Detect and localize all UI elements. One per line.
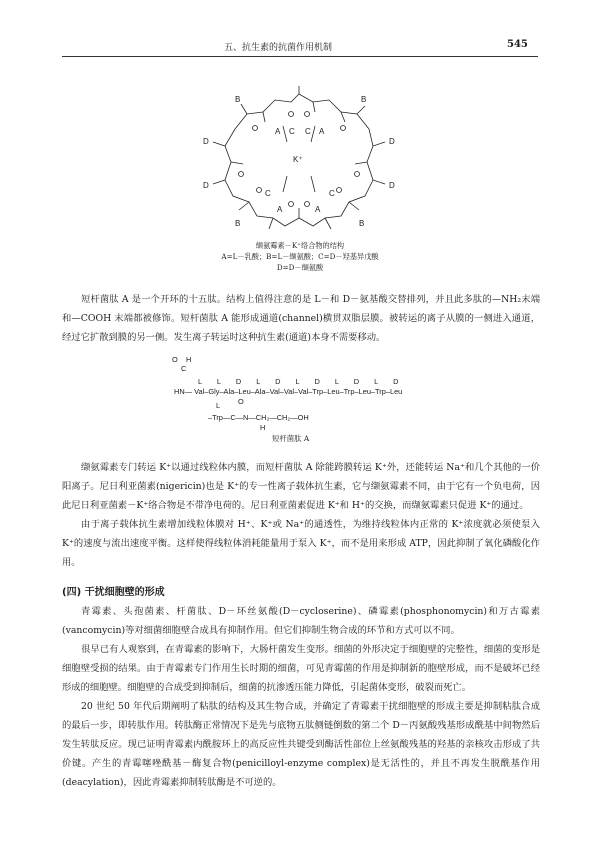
- page-number: 545: [507, 39, 528, 50]
- valinomycin-structure-figure: [195, 84, 405, 234]
- config-label: L: [374, 377, 378, 386]
- paragraph-text: 20 世纪 50 年代后期阐明了粘肽的结构及其生物合成，并确定了青霉素干扰细胞壁的形成主要是抑制粘肽合成的最后一步，即转肽作用。转肽酶正常情况下是先与底物五肽侧链倒数的第二个 D－丙氨酸残基形成酰基中间物然后发生转肽反应。现已证明青霉素内酰胺环上的高反应性共键受到酶活性部位上丝氨酸残基的羟基的亲核攻击形成了共价键。产生的青霉噻唑酰基－酶复合物(penicilloyl-enzyme complex)是无活性的，并且不再发生脱酰基作用(deacylation)，因此青霉素抑制转肽酶是不可逆的。: [62, 701, 540, 788]
- figure1-caption-line: A=L－乳酸；B=L－缬氨酸；C=D－羟基异戊酸: [221, 252, 379, 261]
- config-label: L: [256, 377, 261, 386]
- config-label: D: [393, 377, 399, 386]
- label-B-lower-right: B: [359, 219, 365, 228]
- label-C-top-left: C: [289, 127, 295, 136]
- paragraph-text: 缬氨霉素专门转运 K⁺以通过线粒体内膜，而短杆菌肽 A 除能跨膜转运 K⁺外，还能转运 Na⁺和几个其他的一价阳离子。尼日利亚菌素(nigericin)也是 K⁺的专一性离子载体抗生素，它与缬氨霉素不同，由于它有一个负电荷，因此尼日利亚菌素－K⁺络合物是不带净电荷的。尼日利亚菌素促进 K⁺和 H⁺的交换，而缬氨霉素只促进 K⁺的通过。: [62, 462, 540, 511]
- tail-hydrogen: H: [260, 423, 266, 432]
- peptide-sequence: HN— Val–Gly–Ala–Leu–Ala–Val–Val–Val–Trp–Leu–Trp–Leu–Trp–Leu: [174, 387, 403, 396]
- config-label: L: [216, 377, 221, 386]
- label-D-lower-left: D: [203, 181, 209, 190]
- tail-l-label: L: [216, 401, 221, 410]
- label-K-center: K⁺: [293, 155, 303, 164]
- tail-rest: —N—CH₂—CH₂—OH: [235, 413, 309, 422]
- config-label: L: [334, 377, 339, 386]
- tail-prefix: –Trp—: [208, 413, 231, 422]
- label-C-lower-left: C: [265, 189, 271, 198]
- tail-chain: [208, 413, 309, 422]
- paragraph-cell-wall: [62, 602, 540, 792]
- paragraph-text: 由于离子载体抗生素增加线粒体膜对 H⁺、K⁺或 Na⁺的通透性，为维持线粒体内正常的 K⁺浓度就必须使泵入 K⁺的速度与流出速度平衡。这样使得线粒体消耗能量用于泵入 K⁺，而不是用来形成 ATP，因此抑制了氧化磷酸化作用。: [62, 519, 540, 568]
- label-D-left: D: [203, 137, 209, 146]
- config-label: D: [235, 377, 242, 386]
- label-A-lower-left: A: [277, 205, 283, 214]
- label-D-lower-right: D: [389, 181, 395, 190]
- config-label: D: [353, 377, 360, 386]
- figure1-caption-line: D=D－缬氨酸: [276, 263, 324, 272]
- running-header-title: 五、抗生素的抗菌作用机制: [224, 43, 333, 53]
- config-label: D: [275, 377, 281, 386]
- formyl-carbon: C: [181, 364, 187, 373]
- tail-carbon: C: [230, 413, 236, 422]
- section-heading: (四) 干扰细胞壁的形成: [62, 587, 165, 598]
- label-C-top-right: C: [305, 127, 311, 136]
- label-A-top-right: A: [319, 127, 325, 136]
- config-label: L: [198, 377, 202, 386]
- config-label: D: [314, 377, 320, 386]
- label-B-lower-left: B: [235, 219, 241, 228]
- paragraph-text: 青霉素、头孢菌素、杆菌肽、D－环丝氨酸(D－cycloserine)、磷霉素(phosphonomycin)和万古霉素(vancomycin)等对细菌细胞壁合成具有抑制作用。但它们抑制生物合成的环节和方式可以不同。: [62, 606, 540, 636]
- formyl-hydrogen: H: [186, 355, 192, 364]
- figure1-caption-line: 缬氨霉素－K⁺络合物的结构: [255, 241, 345, 250]
- label-C-lower-right: C: [329, 189, 335, 198]
- label-A-top-left: A: [275, 127, 281, 136]
- figure2-caption: 短杆菌肽 A: [272, 434, 310, 443]
- label-A-lower-right: A: [315, 205, 321, 214]
- paragraph-text: 短杆菌肽 A 是一个开环的十五肽。结构上值得注意的是 L－和 D－氨基酸交替排列，并且此多肽的—NH₂末端和—COOH 末端都被修饰。短杆菌肽 A 能形成通道(channel)横贯双脂层膜。被转运的离子从膜的一侧进入通道，经过它扩散到膜的另一侧。发生离子转运时这种抗生素(通道)本身不需要移动。: [62, 294, 540, 343]
- paragraph-ionophores: [62, 458, 540, 572]
- tail-oxygen: O: [238, 397, 244, 406]
- label-D-right: D: [389, 137, 395, 146]
- config-label: L: [295, 377, 300, 386]
- figure1-caption: [200, 240, 400, 273]
- formyl-oxygen: O: [172, 355, 178, 364]
- configuration-row: [198, 377, 398, 386]
- paragraph-text: 很早已有人观察到，在青霉素的影响下，大肠杆菌发生变形。细菌的外形决定于细胞壁的完整性，细菌的变形是细胞壁受损的结果。由于青霉素专门作用生长时期的细菌，可见青霉菌的作用是抑制新的胞壁形成，而不是破坏已经形成的细胞壁。细胞壁的合成受到抑制后，细菌的抗渗透压能力降低，引起菌体变形，破裂而死亡。: [62, 644, 540, 693]
- header-rule: [62, 56, 538, 57]
- label-B-top-right: B: [361, 95, 367, 104]
- label-B-top-left: B: [235, 95, 241, 104]
- paragraph-gramicidin: [62, 290, 540, 347]
